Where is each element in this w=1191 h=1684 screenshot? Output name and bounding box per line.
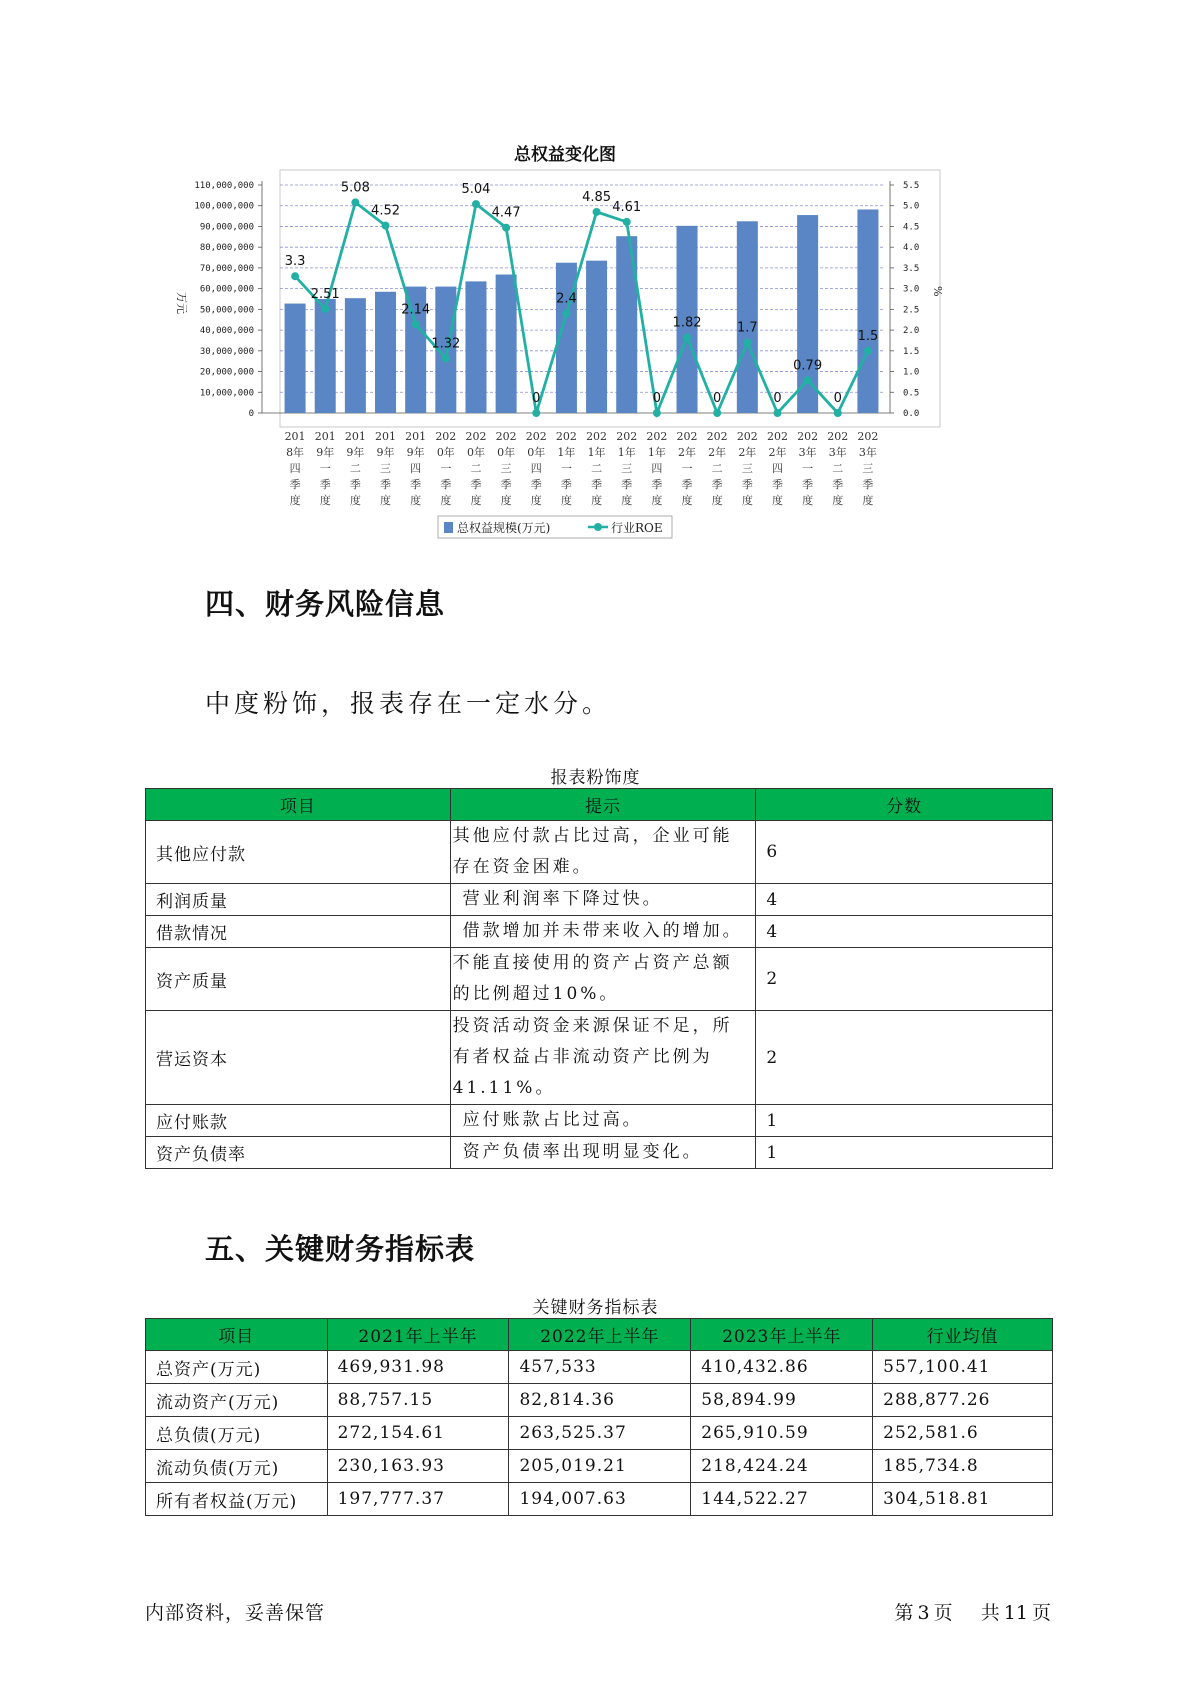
roe-point <box>562 310 570 318</box>
roe-point <box>382 222 390 230</box>
y-tick-label: 20,000,000 <box>199 367 254 378</box>
page-indicator <box>892 1598 1053 1625</box>
equity-bar <box>737 221 758 413</box>
kpi-value: 205,019.21 <box>509 1450 691 1483</box>
x-tick-label: 202 <box>706 430 728 443</box>
kpi-section-title: 五、关键财务指标表 <box>205 1232 476 1266</box>
roe-point <box>412 320 420 328</box>
x-tick-label: 202 <box>797 430 819 443</box>
kpi-item: 所有者权益(万元) <box>146 1483 328 1516</box>
roe-point <box>623 218 631 226</box>
x-tick-label: 9年 <box>406 446 425 459</box>
roe-data-label: 1.32 <box>431 336 461 352</box>
y2-tick-label: 0.0 <box>903 409 920 419</box>
x-tick-label: 季 <box>289 478 301 491</box>
kpi-item: 总资产(万元) <box>146 1351 328 1384</box>
total-pages: 11 <box>1003 1602 1028 1624</box>
y-tick-label: 60,000,000 <box>199 284 254 295</box>
x-tick-label: 202 <box>465 430 487 443</box>
x-tick-label: 四 <box>771 462 783 475</box>
x-tick-label: 2年 <box>678 446 697 459</box>
x-tick-label: 度 <box>500 494 512 507</box>
x-tick-label: 季 <box>440 478 452 491</box>
kpi-value: 230,163.93 <box>327 1450 509 1483</box>
roe-point <box>864 347 872 355</box>
x-tick-label: 季 <box>741 478 753 491</box>
kpi-value: 218,424.24 <box>691 1450 873 1483</box>
x-tick-label: 0年 <box>466 446 485 459</box>
y2-tick-label: 3.5 <box>903 263 920 274</box>
total-prefix: 共 <box>980 1602 1000 1624</box>
roe-data-label: 2.14 <box>401 302 431 318</box>
x-tick-label: 三 <box>862 462 874 475</box>
roe-data-label: 4.61 <box>612 199 642 215</box>
kpi-value: 265,910.59 <box>691 1417 873 1450</box>
page-number: 3 <box>917 1602 930 1624</box>
x-tick-label: 202 <box>555 430 577 443</box>
x-tick-label: 度 <box>380 494 392 507</box>
x-tick-label: 度 <box>832 494 844 507</box>
kpi-value: 469,931.98 <box>327 1351 509 1384</box>
x-tick-label: 1年 <box>587 446 606 459</box>
x-tick-label: 度 <box>651 494 663 507</box>
x-tick-label: 四 <box>651 462 663 475</box>
x-tick-label: 度 <box>741 494 753 507</box>
equity-bar <box>285 304 306 413</box>
roe-data-label: 4.52 <box>371 203 401 219</box>
x-tick-label: 季 <box>560 478 572 491</box>
kpi-item: 流动负债(万元) <box>146 1450 328 1483</box>
x-tick-label: 季 <box>530 478 542 491</box>
x-tick-label: 度 <box>802 494 814 507</box>
x-tick-label: 2年 <box>768 446 787 459</box>
x-tick-label: 度 <box>711 494 723 507</box>
x-tick-label: 二 <box>832 462 844 475</box>
x-tick-label: 二 <box>591 462 603 475</box>
table-row <box>146 884 1053 916</box>
risk-section-title: 四、财务风险信息 <box>205 587 446 621</box>
risk-table <box>145 788 1053 1169</box>
kpi-value: 557,100.41 <box>873 1351 1053 1384</box>
risk-score: 2 <box>756 1011 1053 1105</box>
x-tick-label: 201 <box>375 430 397 443</box>
risk-hint: 营业利润率下降过快。 <box>450 884 756 916</box>
x-tick-label: 二 <box>470 462 482 475</box>
risk-item: 资产负债率 <box>146 1137 451 1169</box>
table-row <box>146 1450 1053 1483</box>
roe-point <box>713 409 721 417</box>
roe-data-label: 5.08 <box>340 180 370 196</box>
x-tick-label: 度 <box>621 494 633 507</box>
x-tick-label: 201 <box>405 430 427 443</box>
kpi-item: 总负债(万元) <box>146 1417 328 1450</box>
x-tick-label: 季 <box>832 478 844 491</box>
x-tick-label: 一 <box>560 462 572 475</box>
page-unit: 页 <box>933 1602 953 1624</box>
roe-point <box>683 334 691 342</box>
x-tick-label: 三 <box>621 462 633 475</box>
kpi-value: 194,007.63 <box>509 1483 691 1516</box>
x-tick-label: 度 <box>349 494 361 507</box>
x-tick-label: 二 <box>711 462 723 475</box>
roe-point <box>351 198 359 206</box>
x-tick-label: 201 <box>284 430 306 443</box>
equity-bar <box>586 261 607 413</box>
kpi-value: 457,533 <box>509 1351 691 1384</box>
x-tick-label: 8年 <box>286 446 305 459</box>
y2-tick-label: 1.0 <box>903 367 920 378</box>
risk-item: 资产质量 <box>146 948 451 1011</box>
table-row <box>146 1351 1053 1384</box>
table-row <box>146 1011 1053 1105</box>
roe-point <box>743 339 751 347</box>
roe-data-label: 0 <box>652 391 662 406</box>
roe-data-label: 1.7 <box>736 320 758 336</box>
risk-item: 其他应付款 <box>146 821 451 884</box>
x-tick-label: 202 <box>827 430 849 443</box>
roe-data-label: 4.47 <box>491 205 521 221</box>
y2-tick-label: 1.5 <box>903 346 920 357</box>
kpi-value: 185,734.8 <box>873 1450 1053 1483</box>
x-tick-label: 一 <box>440 462 452 475</box>
x-tick-label: 1年 <box>617 446 636 459</box>
y2-tick-label: 4.5 <box>903 222 920 233</box>
roe-data-label: 0 <box>532 391 541 406</box>
y-axis-title: 万元 <box>175 292 188 314</box>
roe-point <box>442 354 450 362</box>
equity-bar <box>857 209 878 413</box>
x-tick-label: 季 <box>470 478 482 491</box>
roe-point <box>653 409 661 417</box>
x-tick-label: 3年 <box>798 446 817 459</box>
column-header: 2023年上半年 <box>691 1319 873 1351</box>
kpi-value: 82,814.36 <box>509 1384 691 1417</box>
roe-point <box>804 376 812 384</box>
x-tick-label: 季 <box>711 478 723 491</box>
legend-label-line: 行业ROE <box>611 521 663 535</box>
risk-score: 4 <box>756 916 1053 948</box>
table-row <box>146 1417 1053 1450</box>
risk-summary: 中度粉饰，报表存在一定水分。 <box>205 689 612 718</box>
x-tick-label: 202 <box>525 430 547 443</box>
x-tick-label: 季 <box>380 478 392 491</box>
table-row <box>146 821 1053 884</box>
y-tick-label: 110,000,000 <box>194 181 254 191</box>
kpi-value: 252,581.6 <box>873 1417 1053 1450</box>
x-tick-label: 一 <box>681 462 693 475</box>
x-tick-label: 季 <box>621 478 633 491</box>
y-tick-label: 100,000,000 <box>194 201 254 212</box>
risk-table-caption: 报表粉饰度 <box>550 768 641 788</box>
equity-bar <box>315 299 336 413</box>
roe-data-label: 0.79 <box>793 358 823 374</box>
y2-tick-label: 2.5 <box>903 305 920 316</box>
x-tick-label: 季 <box>410 478 422 491</box>
x-tick-label: 0年 <box>436 446 455 459</box>
roe-point <box>291 272 299 280</box>
x-tick-label: 季 <box>349 478 361 491</box>
risk-item: 利润质量 <box>146 884 451 916</box>
x-tick-label: 202 <box>435 430 457 443</box>
roe-data-label: 1.82 <box>672 315 702 331</box>
y2-tick-label: 2.0 <box>903 326 920 337</box>
kpi-value: 304,518.81 <box>873 1483 1053 1516</box>
kpi-value: 272,154.61 <box>327 1417 509 1450</box>
x-tick-label: 0年 <box>497 446 516 459</box>
y2-tick-label: 3.0 <box>903 284 920 295</box>
kpi-table-caption: 关键财务指标表 <box>532 1298 659 1318</box>
risk-score: 4 <box>756 884 1053 916</box>
footer-note: 内部资料，妥善保管 <box>145 1602 326 1624</box>
roe-data-label: 3.3 <box>284 254 306 270</box>
roe-data-label: 5.04 <box>461 182 491 198</box>
legend-label-bar: 总权益规模(万元) <box>457 521 551 535</box>
x-tick-label: 3年 <box>828 446 847 459</box>
table-row <box>146 1137 1053 1169</box>
y2-axis-title: % <box>931 286 944 297</box>
x-tick-label: 202 <box>646 430 668 443</box>
x-tick-label: 季 <box>591 478 603 491</box>
equity-bar <box>496 275 517 413</box>
y-tick-label: 70,000,000 <box>199 263 254 274</box>
column-header: 2021年上半年 <box>327 1319 509 1351</box>
kpi-value: 88,757.15 <box>327 1384 509 1417</box>
x-tick-label: 四 <box>289 462 301 475</box>
x-tick-label: 度 <box>319 494 331 507</box>
roe-point <box>834 409 842 417</box>
table-row <box>146 1483 1053 1516</box>
x-tick-label: 三 <box>741 462 753 475</box>
y-tick-label: 0 <box>248 409 254 419</box>
legend-swatch-point <box>594 523 602 531</box>
x-tick-label: 2年 <box>708 446 727 459</box>
x-tick-label: 9年 <box>376 446 395 459</box>
x-tick-label: 度 <box>681 494 693 507</box>
x-tick-label: 度 <box>560 494 572 507</box>
roe-point <box>593 208 601 216</box>
roe-data-label: 0 <box>713 391 722 406</box>
roe-point <box>502 224 510 232</box>
x-tick-label: 202 <box>857 430 879 443</box>
x-tick-label: 三 <box>500 462 512 475</box>
y-tick-label: 30,000,000 <box>199 346 254 357</box>
chart-title: 总权益变化图 <box>514 145 616 165</box>
column-header: 行业均值 <box>873 1319 1053 1351</box>
x-tick-label: 四 <box>530 462 542 475</box>
y-tick-label: 40,000,000 <box>199 326 254 337</box>
x-tick-label: 四 <box>410 462 422 475</box>
column-header: 项目 <box>146 789 451 821</box>
roe-data-label: 2.51 <box>310 286 340 302</box>
roe-data-label: 4.85 <box>582 189 612 205</box>
x-tick-label: 1年 <box>557 446 576 459</box>
risk-score: 6 <box>756 821 1053 884</box>
x-tick-label: 季 <box>802 478 814 491</box>
x-tick-label: 202 <box>616 430 638 443</box>
y2-tick-label: 4.0 <box>903 243 920 254</box>
y-tick-label: 50,000,000 <box>199 305 254 316</box>
risk-hint: 资产负债率出现明显变化。 <box>450 1137 756 1169</box>
legend-swatch-bar <box>444 522 453 533</box>
y-tick-label: 10,000,000 <box>199 388 254 399</box>
roe-data-label: 0 <box>773 391 782 406</box>
roe-point <box>472 200 480 208</box>
x-tick-label: 季 <box>319 478 331 491</box>
risk-hint: 借款增加并未带来收入的增加。 <box>450 916 756 948</box>
risk-hint: 应付账款占比过高。 <box>450 1105 756 1137</box>
table-row <box>146 1384 1053 1417</box>
x-tick-label: 3年 <box>858 446 877 459</box>
equity-chart <box>170 130 960 590</box>
table-header-row <box>146 789 1053 821</box>
kpi-item: 流动资产(万元) <box>146 1384 328 1417</box>
kpi-table <box>145 1318 1053 1516</box>
x-tick-label: 202 <box>586 430 608 443</box>
risk-hint: 其他应付款占比过高，企业可能存在资金困难。 <box>450 821 756 884</box>
kpi-value: 58,894.99 <box>691 1384 873 1417</box>
x-tick-label: 0年 <box>527 446 546 459</box>
x-tick-label: 度 <box>591 494 603 507</box>
y-tick-label: 80,000,000 <box>199 243 254 254</box>
x-tick-label: 一 <box>802 462 814 475</box>
roe-data-label: 2.4 <box>556 291 577 307</box>
y-tick-label: 90,000,000 <box>199 222 254 233</box>
risk-score: 2 <box>756 948 1053 1011</box>
kpi-value: 197,777.37 <box>327 1483 509 1516</box>
x-tick-label: 9年 <box>346 446 365 459</box>
roe-point <box>773 409 781 417</box>
x-tick-label: 度 <box>289 494 301 507</box>
x-tick-label: 2年 <box>738 446 757 459</box>
x-tick-label: 季 <box>651 478 663 491</box>
x-tick-label: 度 <box>440 494 452 507</box>
x-tick-label: 202 <box>676 430 698 443</box>
risk-score: 1 <box>756 1137 1053 1169</box>
roe-data-label: 0 <box>833 391 842 406</box>
risk-item: 借款情况 <box>146 916 451 948</box>
risk-score: 1 <box>756 1105 1053 1137</box>
x-tick-label: 季 <box>681 478 693 491</box>
x-tick-label: 202 <box>766 430 788 443</box>
table-row <box>146 948 1053 1011</box>
x-tick-label: 三 <box>380 462 392 475</box>
risk-item: 应付账款 <box>146 1105 451 1137</box>
risk-hint: 不能直接使用的资产占资产总额的比例超过10%。 <box>450 948 756 1011</box>
kpi-value: 144,522.27 <box>691 1483 873 1516</box>
x-tick-label: 度 <box>530 494 542 507</box>
equity-bar <box>375 292 396 413</box>
roe-point <box>532 409 540 417</box>
x-tick-label: 1年 <box>647 446 666 459</box>
roe-point <box>321 305 329 313</box>
table-row <box>146 1105 1053 1137</box>
kpi-value: 263,525.37 <box>509 1417 691 1450</box>
table-row <box>146 916 1053 948</box>
risk-item: 营运资本 <box>146 1011 451 1105</box>
x-tick-label: 9年 <box>316 446 335 459</box>
x-tick-label: 201 <box>344 430 366 443</box>
total-unit: 页 <box>1031 1602 1051 1624</box>
y2-tick-label: 0.5 <box>903 388 920 399</box>
column-header: 分数 <box>756 789 1053 821</box>
equity-chart-svg <box>170 130 960 590</box>
kpi-value: 410,432.86 <box>691 1351 873 1384</box>
column-header: 提示 <box>450 789 756 821</box>
x-tick-label: 度 <box>470 494 482 507</box>
column-header: 项目 <box>146 1319 328 1351</box>
x-tick-label: 度 <box>771 494 783 507</box>
x-tick-label: 201 <box>314 430 336 443</box>
x-tick-label: 202 <box>736 430 758 443</box>
x-tick-label: 二 <box>349 462 361 475</box>
x-tick-label: 度 <box>410 494 422 507</box>
x-tick-label: 季 <box>771 478 783 491</box>
y2-tick-label: 5.5 <box>903 181 920 191</box>
x-tick-label: 202 <box>495 430 517 443</box>
page-prefix: 第 <box>894 1602 914 1624</box>
equity-bar <box>465 281 486 413</box>
roe-data-label: 1.5 <box>857 328 879 344</box>
x-tick-label: 季 <box>500 478 512 491</box>
x-tick-label: 一 <box>319 462 331 475</box>
x-tick-label: 度 <box>862 494 874 507</box>
y2-tick-label: 5.0 <box>903 201 920 212</box>
kpi-value: 288,877.26 <box>873 1384 1053 1417</box>
column-header: 2022年上半年 <box>509 1319 691 1351</box>
table-header-row <box>146 1319 1053 1351</box>
equity-bar <box>345 298 366 413</box>
risk-hint: 投资活动资金来源保证不足，所有者权益占非流动资产比例为41.11%。 <box>450 1011 756 1105</box>
x-tick-label: 季 <box>862 478 874 491</box>
